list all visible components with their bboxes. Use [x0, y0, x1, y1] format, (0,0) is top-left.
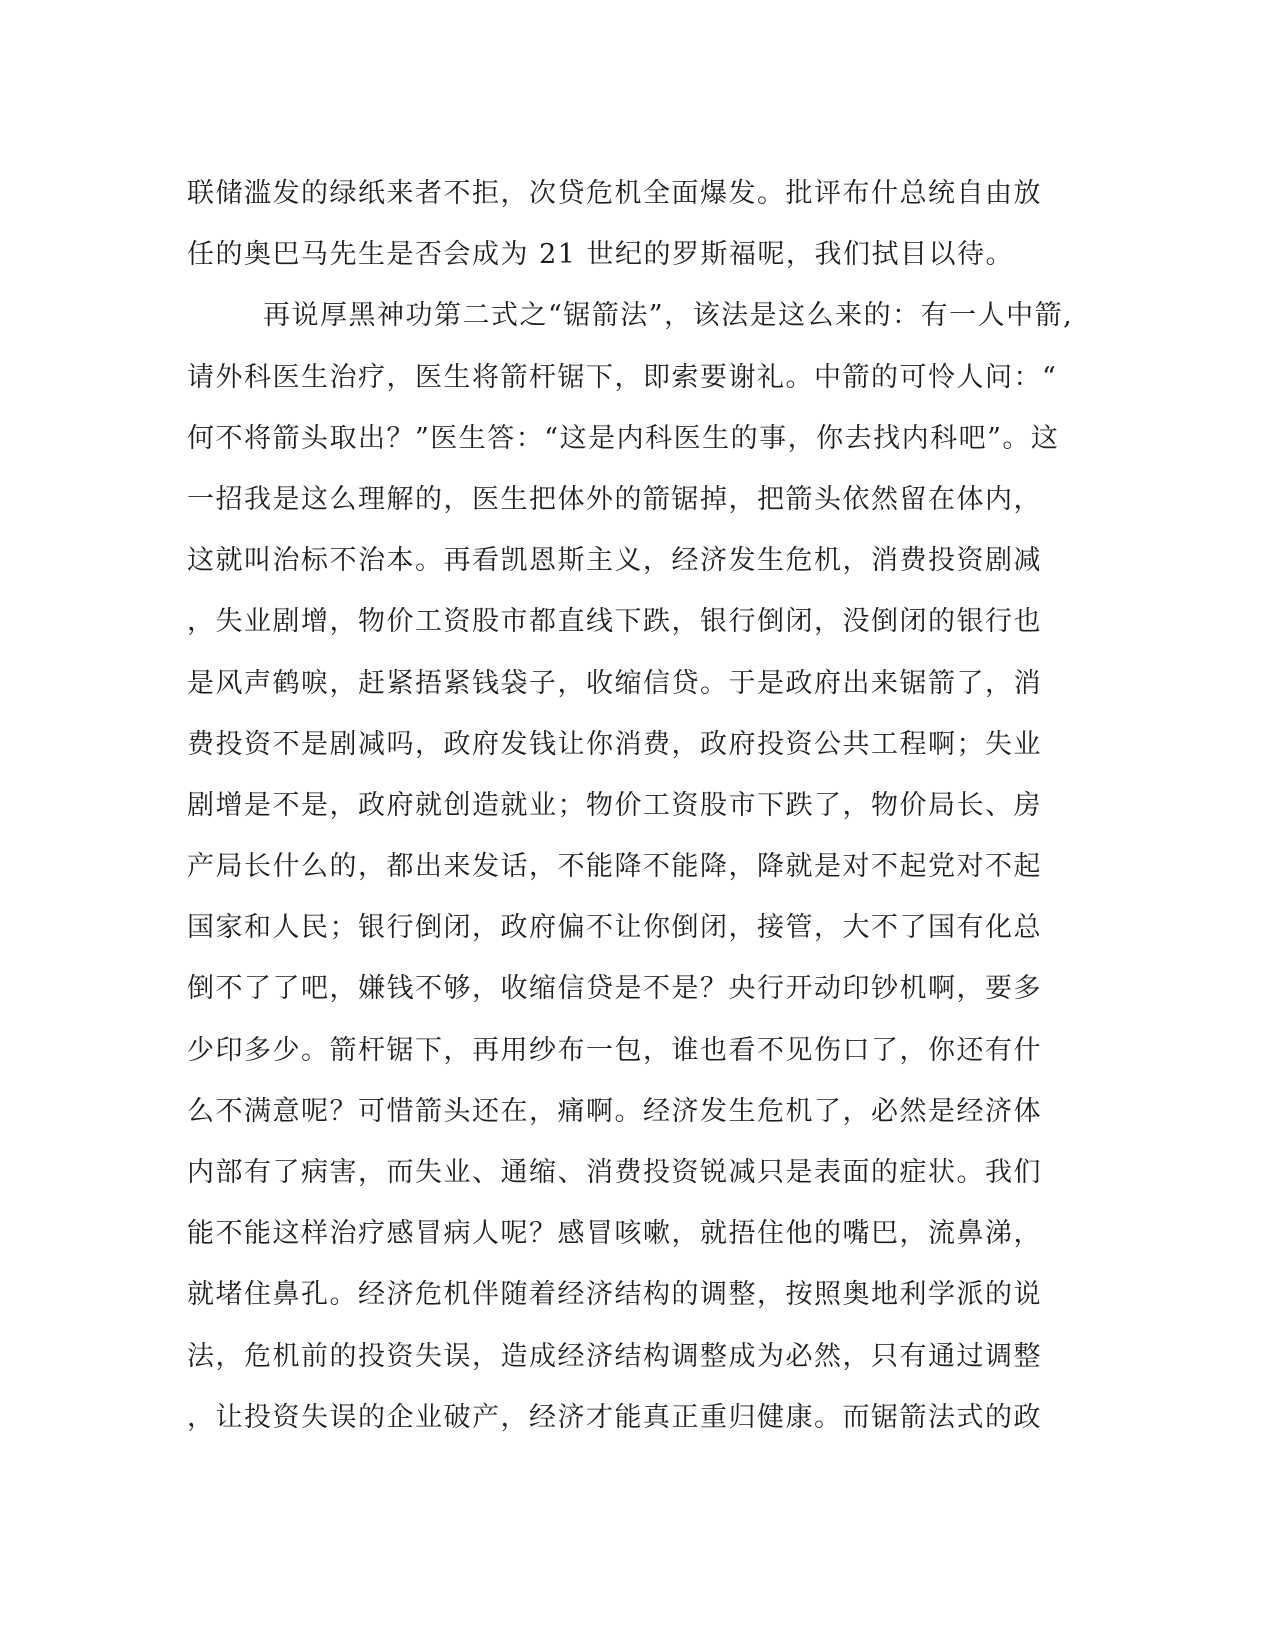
text-line: 么不满意呢？可惜箭头还在，痛啊。经济发生危机了，必然是经济体	[187, 1095, 1042, 1127]
body-text	[187, 163, 1074, 1448]
text-line: 一招我是这么理解的，医生把体外的箭锯掉，把箭头依然留在体内，	[187, 483, 1042, 515]
text-line: ，让投资失误的企业破产，经济才能真正重归健康。而锯箭法式的政	[187, 1401, 1042, 1433]
paragraph-first-line: 再说厚黑神功第二式之“锯箭法”，该法是这么来的：有一人中箭,	[263, 300, 1074, 332]
text-line: 联储滥发的绿纸来者不拒，次贷危机全面爆发。批评布什总统自由放	[187, 178, 1042, 209]
text-line: 任的奥巴马先生是否会成为 21 世纪的罗斯福呢，我们拭目以待。	[187, 239, 1015, 271]
text-line: 少印多少。箭杆锯下，再用纱布一包，谁也看不见伤口了，你还有什	[187, 1034, 1042, 1066]
text-line: 法，危机前的投资失误，造成经济结构调整成为必然，只有通过调整	[187, 1340, 1042, 1372]
text-line: 国家和人民；银行倒闭，政府偏不让你倒闭，接管，大不了国有化总	[187, 912, 1042, 944]
text-line: 就堵住鼻孔。经济危机伴随着经济结构的调整，按照奥地利学派的说	[187, 1279, 1042, 1311]
text-line: 是风声鹤唳，赶紧捂紧钱袋子，收缩信贷。于是政府出来锯箭了，消	[187, 667, 1042, 699]
text-line: 费投资不是剧减吗，政府发钱让你消费，政府投资公共工程啊；失业	[187, 728, 1042, 760]
text-line: 请外科医生治疗，医生将箭杆锯下，即索要谢礼。中箭的可怜人问：“	[187, 361, 1058, 393]
text-line: 能不能这样治疗感冒病人呢？感冒咳嗽，就捂住他的嘴巴，流鼻涕，	[187, 1218, 1042, 1250]
text-line: 产局长什么的，都出来发话，不能降不能降，降就是对不起党对不起	[187, 851, 1042, 883]
text-line: 何不将箭头取出？”医生答：“这是内科医生的事，你去找内科吧”。这	[187, 422, 1060, 454]
text-line: 倒不了了吧，嫌钱不够，收缩信贷是不是？央行开动印钞机啊，要多	[187, 973, 1042, 1005]
text-line: 内部有了病害，而失业、通缩、消费投资锐减只是表面的症状。我们	[187, 1157, 1042, 1188]
text-line: ，失业剧增，物价工资股市都直线下跌，银行倒闭，没倒闭的银行也	[187, 606, 1042, 638]
text-line: 这就叫治标不治本。再看凯恩斯主义，经济发生危机，消费投资剧减	[187, 545, 1042, 577]
text-line: 剧增是不是，政府就创造就业；物价工资股市下跌了，物价局长、房	[187, 789, 1042, 821]
